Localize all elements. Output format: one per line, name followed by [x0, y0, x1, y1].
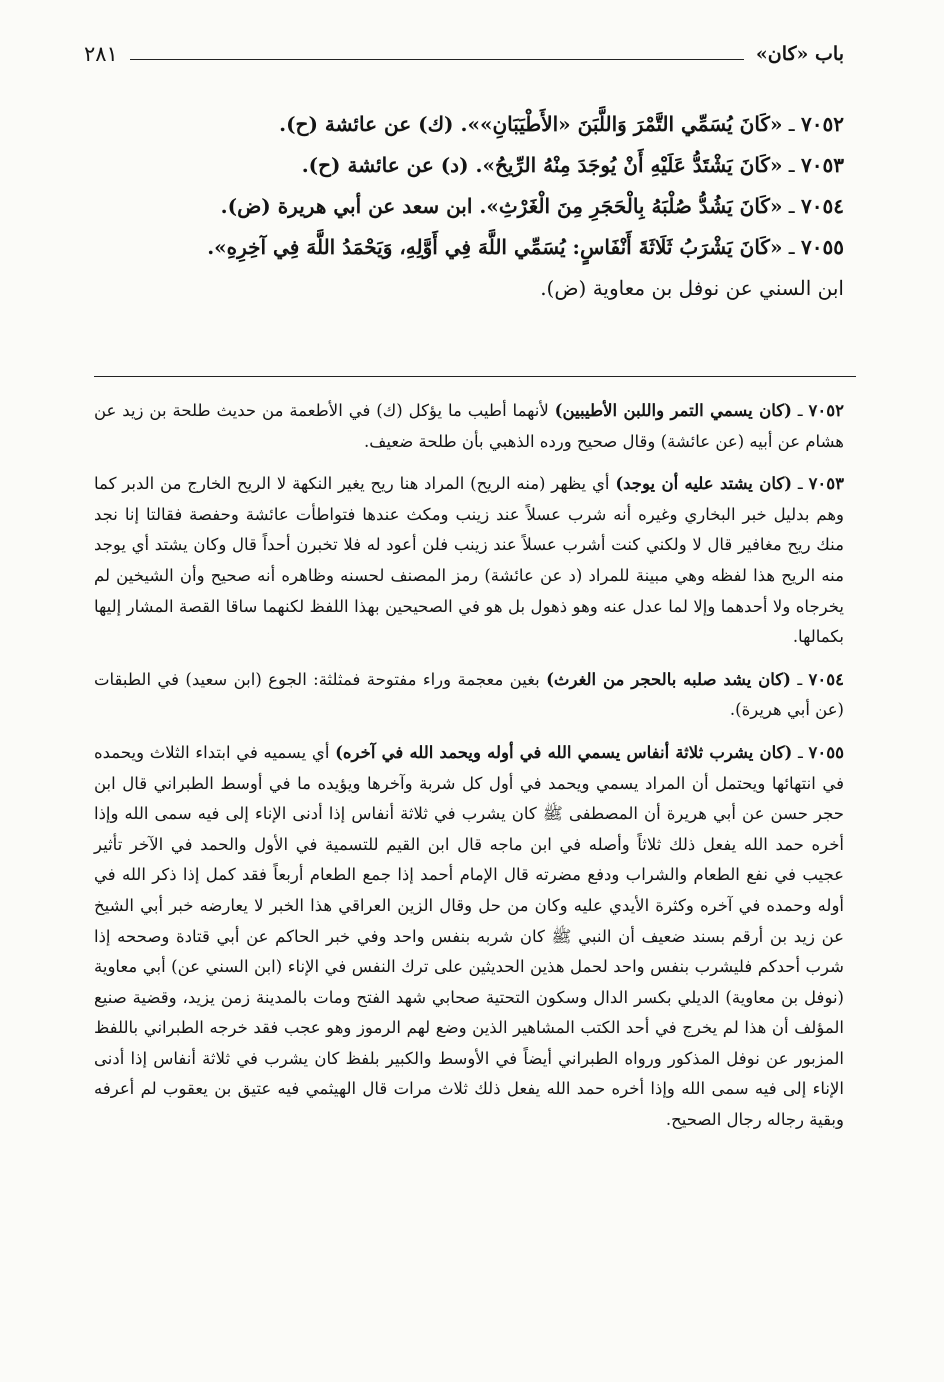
- hadith-text: «كَانَ يَشْتَدُّ عَلَيْهِ أَنْ يُوجَدَ مِنْهُ الرِّيحُ». (د) عن عائشة (ح).: [301, 153, 783, 177]
- hadith-number: ٧٠٥٣: [801, 153, 844, 177]
- commentary-text: أي يظهر (منه الريح) المراد هنا ريح يغير النكهة لا الريح الخارج من الدبر كما وهم بدليل خبر البخاري وغيره أنه شرب عسلاً عند زينب ومكث عندها فتواطأت عائشة وحفصة فقالتا إنا نجد منك ريح مغافير قال لا ولكني كنت أشرب عسلاً عند زينب فلن أعود له فلا تخبرن أحداً قال وكان يشتد أي يوجد منه الريح هذا لفظه وهي مبينة للمراد (د عن عائشة) رمز المصنف لحسنه وظاهره أنه صحيح وأن الشيخين لم يخرجاه ولا أحدهما وإلا لما عدل عنه وهو ذهول بل هو في الصحيحين بهذا اللفظ لكنهما ساقا القصة المشار إليها بكمالها.: [94, 474, 844, 647]
- commentary-entry: ٧٠٥٥ ـ (كان يشرب ثلاثة أنفاس يسمي الله في أوله ويحمد الله في آخره) أي يسميه في ابتداء الثلاث ويحمده في انتهائها ويحتمل أن المراد يسمي ويحمد في أول كل شربة وآخرها ويؤيده ما في أوسط الطبراني قال ابن حجر حسن عن أبي هريرة أن المصطفى ﷺ كان يشرب في ثلاثة أنفاس إذا أدنى الإناء إلى فيه سمى الله وإذا أخره حمد الله يفعل ذلك ثلاثاً وأصله في ابن ماجه قال ابن القيم للتسمية في الأول والحمد في الآخر تأثير عجيب في نفع الطعام والشراب ودفع مضرته قال الإمام أحمد إذا جمع الطعام أربعاً فقد كمل إذا ذكر الله في أوله وحمده في آخره وكثرة الأيدي عليه وكان من حل وقال الزين العراقي هذا الخبر لا يعارضه خبر أبي الشيخ عن زيد بن أرقم بسند ضعيف أن النبي ﷺ كان شربه بنفس واحد وفي خبر الحاكم عن أبي قتادة وصححه إذا شرب أحدكم فليشرب بنفس واحد لحمل هذين الحديثين على ترك النفس في الإناء (ابن السني عن) أبي معاوية (نوفل بن معاوية) الديلي بكسر الدال وسكون التحتية صحابي شهد الفتح ومات بالمدينة زمن يزيد، وقضية صنيع المؤلف أن هذا لم يخرج في أحد الكتب المشاهير الذين وضع لهم الرموز وهو عجب فقد خرجه الطبراني باللفظ المزبور عن نوفل المذكور ورواه الطبراني أيضاً في الأوسط والكبير بلفظ كان يشرب في ثلاثة أنفاس إذا أدنى الإناء إلى فيه سمى الله وإذا أخره حمد الله يفعل ذلك ثلاث مرات قال الهيثمي فيه عتيق بن يعقوب لم أعرفه وبقية رجاله رجال الصحيح.: [94, 742, 844, 1130]
- header-rule: [130, 59, 744, 60]
- commentary-lemma: (كان يشد صلبه بالحجر من الغرث): [546, 669, 791, 689]
- commentary-number: ٧٠٥٥: [808, 742, 844, 762]
- hadith-list: [100, 104, 844, 309]
- commentary-text: لأنهما أطيب ما يؤكل (ك) في الأطعمة من حديث طلحة بن زيد عن هشام عن أبيه (عن عائشة) وقال صحيح ورده الذهبي بأن طلحة ضعيف.: [94, 401, 844, 451]
- hadith-text: «كَانَ يُسَمِّي التَّمْرَ وَاللَّبَنَ «الأَطْيَبَانِ»». (ك) عن عائشة (ح).: [279, 112, 783, 136]
- commentary-lemma: (كان يشتد عليه أن يوجد): [615, 474, 793, 494]
- hadith-entry: ٧٠٥٣ ـ «كَانَ يَشْتَدُّ عَلَيْهِ أَنْ يُوجَدَ مِنْهُ الرِّيحُ». (د) عن عائشة (ح).: [301, 153, 844, 177]
- hadith-number: ٧٠٥٥: [801, 235, 844, 259]
- hadith-text: «كَانَ يَشْرَبُ ثَلَاثَةَ أَنْفَاسٍ: يُسَمِّي اللَّهَ فِي أَوَّلِهِ، وَيَحْمَدُ اللَّهَ فِي آخِرِهِ».: [207, 235, 783, 259]
- footnote-divider: [94, 376, 856, 377]
- chapter-title: باب «كان»: [755, 43, 844, 65]
- page-header: [84, 34, 844, 74]
- commentary-number: ٧٠٥٤: [808, 669, 844, 689]
- hadith-entry: ٧٠٥٤ ـ «كَانَ يَشُدُّ صُلْبَهُ بِالْحَجَرِ مِنَ الْغَرْثِ». ابن سعد عن أبي هريرة (ض).: [220, 194, 844, 218]
- page-number: ٢٨١: [84, 42, 118, 66]
- commentary-lemma: (كان يسمي التمر واللبن الأطيبين): [554, 401, 792, 420]
- commentary-lemma: (كان يشرب ثلاثة أنفاس يسمي الله في أوله ويحمد الله في آخره): [335, 742, 793, 762]
- commentary-entry: ٧٠٥٣ ـ (كان يشتد عليه أن يوجد) أي يظهر (منه الريح) المراد هنا ريح يغير النكهة لا الريح الخارج من الدبر كما وهم بدليل خبر البخاري وغيره أنه شرب عسلاً عند زينب ومكث عندها فتواطأت عائشة وحفصة فقالتا إنا نجد منك ريح مغافير قال لا ولكني كنت أشرب عسلاً عند زينب فلن أعود له فلا تخبرن أحداً قال وكان يشتد أي يوجد منه الريح هذا لفظه وهي مبينة للمراد (د عن عائشة) رمز المصنف لحسنه وظاهره أنه صحيح وأن الشيخين لم يخرجاه ولا أحدهما وإلا لما عدل عنه وهو ذهول بل هو في الصحيحين بهذا اللفظ لكنهما ساقا القصة المشار إليها بكمالها.: [94, 474, 845, 647]
- hadith-text: «كَانَ يَشُدُّ صُلْبَهُ بِالْحَجَرِ مِنَ الْغَرْثِ». ابن سعد عن أبي هريرة (ض).: [220, 194, 783, 218]
- commentary-text: بغين معجمة وراء مفتوحة فمثلثة: الجوع (ابن سعيد) في الطبقات (عن أبي هريرة).: [94, 669, 844, 720]
- hadith-entry: ٧٠٥٥ ـ «كَانَ يَشْرَبُ ثَلَاثَةَ أَنْفَاسٍ: يُسَمِّي اللَّهَ فِي أَوَّلِهِ، وَيَحْمَدُ اللَّهَ فِي آخِرِهِ».: [207, 235, 844, 259]
- commentary-text: أي يسميه في ابتداء الثلاث ويحمده في انتهائها ويحتمل أن المراد يسمي ويحمد في أول كل شربة وآخرها ويؤيده ما في أوسط الطبراني قال ابن حجر حسن عن أبي هريرة أن المصطفى ﷺ كان يشرب في ثلاثة أنفاس إذا أدنى الإناء إلى فيه سمى الله وإذا أخره حمد الله يفعل ذلك ثلاثاً وأصله في ابن ماجه قال ابن القيم للتسمية في الأول والحمد في الآخر تأثير عجيب في نفع الطعام والشراب ودفع مضرته قال الإمام أحمد إذا جمع الطعام أربعاً فقد كمل إذا ذكر الله في أوله وحمده في آخره وكثرة الأيدي عليه وكان من حل وقال الزين العراقي هذا الخبر لا يعارضه خبر أبي الشيخ عن زيد بن أرقم بسند ضعيف أن النبي ﷺ كان شربه بنفس واحد وفي خبر الحاكم عن أبي قتادة وصححه إذا شرب أحدكم فليشرب بنفس واحد لحمل هذين الحديثين على ترك النفس في الإناء (ابن السني عن) أبي معاوية (نوفل بن معاوية) الديلي بكسر الدال وسكون التحتية صحابي شهد الفتح ومات بالمدينة زمن يزيد، وقضية صنيع المؤلف أن هذا لم يخرج في أحد الكتب المشاهير الذين وضع لهم الرموز وهو عجب فقد خرجه الطبراني باللفظ المزبور عن نوفل المذكور ورواه الطبراني أيضاً في الأوسط والكبير بلفظ كان يشرب في ثلاثة أنفاس إذا أدنى الإناء إلى فيه سمى الله وإذا أخره حمد الله يفعل ذلك ثلاث مرات قال الهيثمي فيه عتيق بن يعقوب لم أعرفه وبقية رجاله رجال الصحيح.: [94, 742, 844, 1130]
- hadith-entry: ٧٠٥٢ ـ «كَانَ يُسَمِّي التَّمْرَ وَاللَّبَنَ «الأَطْيَبَانِ»». (ك) عن عائشة (ح).: [279, 112, 844, 136]
- hadith-number: ٧٠٥٢: [801, 112, 844, 136]
- hadith-number: ٧٠٥٤: [801, 194, 844, 218]
- hadith-source: ابن السني عن نوفل بن معاوية (ض).: [540, 276, 844, 300]
- commentary-entry: ٧٠٥٤ ـ (كان يشد صلبه بالحجر من الغرث) بغين معجمة وراء مفتوحة فمثلثة: الجوع (ابن سعيد) في الطبقات (عن أبي هريرة).: [94, 669, 844, 720]
- commentary-number: ٧٠٥٣: [808, 474, 845, 494]
- commentary-number: ٧٠٥٢: [808, 401, 844, 420]
- commentary-entry: ٧٠٥٢ ـ (كان يسمي التمر واللبن الأطيبين) لأنهما أطيب ما يؤكل (ك) في الأطعمة من حديث طلحة بن زيد عن هشام عن أبيه (عن عائشة) وقال صحيح ورده الذهبي بأن طلحة ضعيف.: [94, 401, 844, 451]
- commentary-section: [94, 396, 844, 1148]
